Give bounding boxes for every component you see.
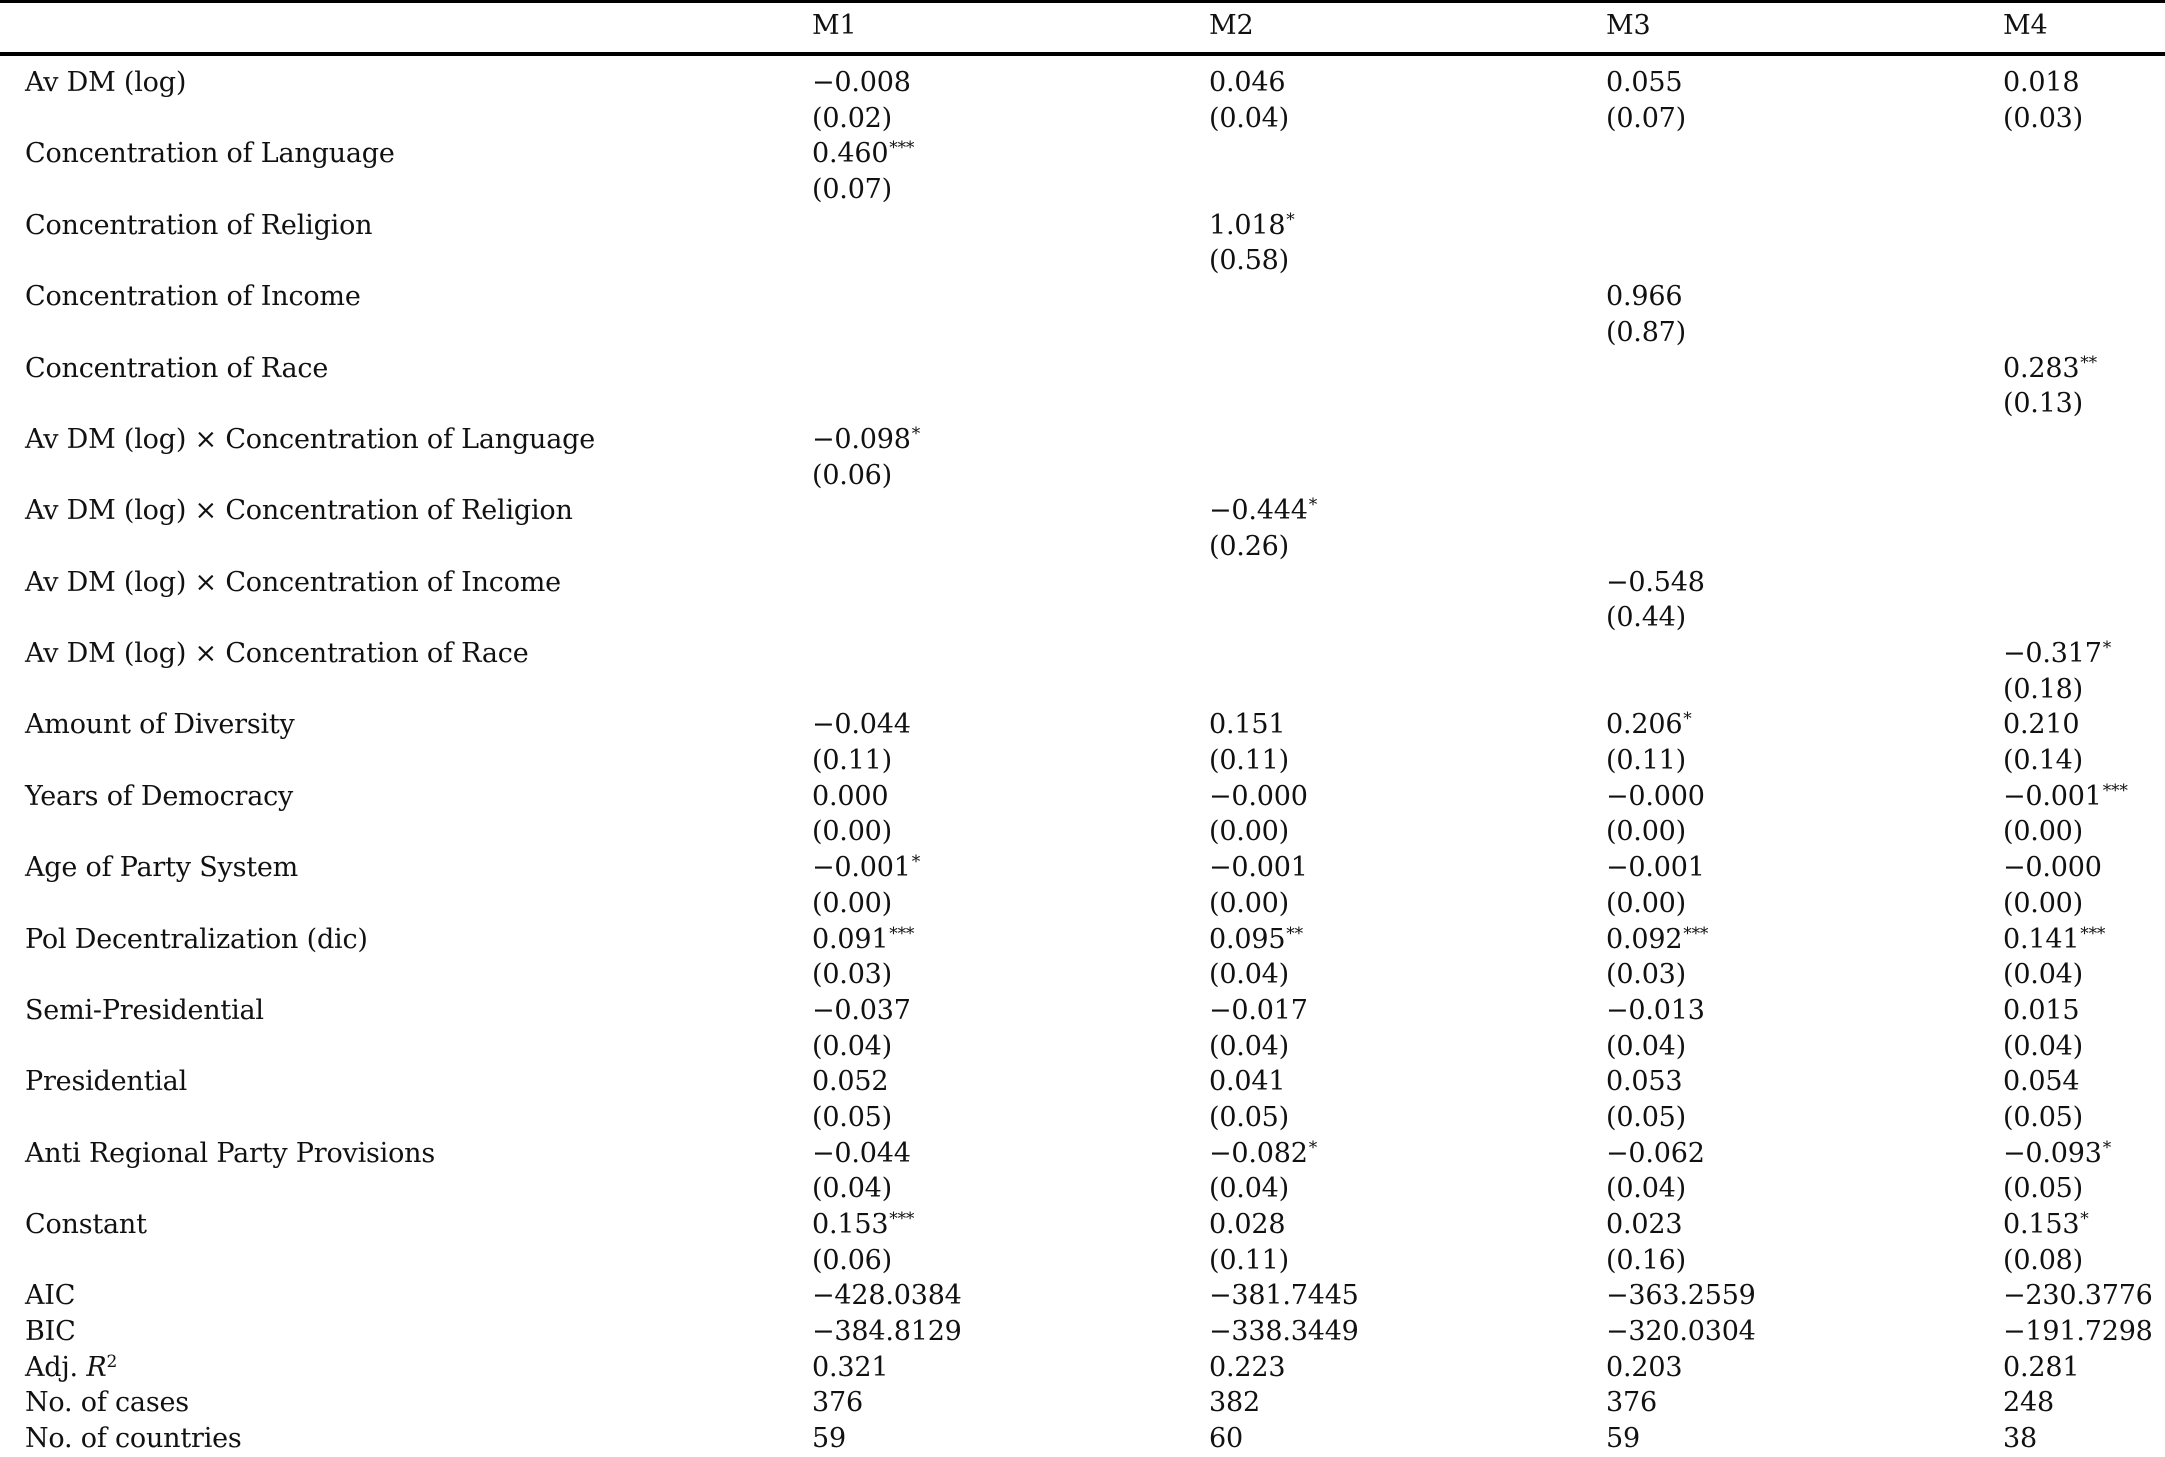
coef-m2 [1209, 65, 1286, 105]
coef-value: −0.001 [1606, 852, 1705, 884]
table-row-coefficient [0, 1064, 2165, 1100]
coef-value: −0.037 [812, 994, 911, 1026]
coef-m3 [1606, 208, 1607, 248]
table-row-standard-error [0, 886, 2165, 922]
row-label: Age of Party System [25, 852, 299, 884]
table-row-statistic [0, 1314, 2165, 1350]
coef-value: 0.460 [812, 138, 889, 170]
se-m2: (0.58) [1209, 245, 1289, 277]
se-m2: (0.04) [1209, 1030, 1289, 1062]
coef-value: 0.966 [1606, 281, 1683, 313]
stat-label: No. of cases [25, 1387, 189, 1419]
stat-m1: 376 [812, 1387, 863, 1419]
coef-m3 [1606, 136, 1607, 176]
coef-value: 0.153 [2003, 1209, 2080, 1240]
coef-m1 [812, 208, 813, 248]
table-row-coefficient [0, 208, 2165, 244]
coef-value: −0.548 [1606, 566, 1705, 598]
se-m3: (0.87) [1606, 316, 1686, 348]
stat-m3: 376 [1606, 1387, 1657, 1419]
coef-m2 [1209, 136, 1210, 176]
stat-m2: 0.223 [1209, 1351, 1286, 1383]
stat-m3: 0.203 [1606, 1351, 1683, 1383]
se-m3: (0.07) [1606, 102, 1686, 134]
coef-value: 0.141 [2003, 923, 2080, 955]
se-m4: (0.08) [2003, 1244, 2083, 1276]
coef-m1 [812, 65, 912, 105]
se-m4: (0.13) [2003, 388, 2083, 420]
coef-m3 [1606, 351, 1607, 391]
coef-value: 1.018 [1209, 209, 1286, 241]
significance-stars: * [2102, 1137, 2112, 1158]
coef-m1 [812, 1136, 912, 1176]
coef-value: −0.098 [812, 423, 911, 455]
coef-m2 [1209, 1207, 1286, 1247]
table-row-coefficient [0, 1136, 2165, 1172]
coef-value: 0.053 [1606, 1066, 1683, 1098]
se-m2: (0.04) [1209, 1173, 1289, 1205]
coef-value: 0.054 [2003, 1066, 2080, 1098]
coef-value: −0.082 [1209, 1137, 1308, 1169]
coef-value: −0.093 [2003, 1137, 2102, 1169]
table-row-coefficient [0, 136, 2165, 172]
coef-value: 0.041 [1209, 1066, 1286, 1098]
significance-stars: ** [1286, 923, 1303, 944]
se-m2: (0.00) [1209, 816, 1289, 848]
coef-m4 [2003, 65, 2080, 105]
table-row-standard-error [0, 1100, 2165, 1136]
table-row-statistic [0, 1278, 2165, 1314]
table-row-coefficient [0, 351, 2165, 387]
table-row-standard-error [0, 172, 2165, 208]
stat-m4: 38 [2003, 1423, 2037, 1455]
significance-stars: * [1308, 1137, 1318, 1158]
row-label: Anti Regional Party Provisions [25, 1137, 435, 1169]
stat-m1: −428.0384 [812, 1280, 962, 1312]
coef-value: 0.052 [812, 1066, 889, 1098]
se-m3: (0.03) [1606, 959, 1686, 991]
table-row-coefficient [0, 993, 2165, 1029]
coef-m4 [2003, 850, 2103, 890]
significance-stars: *** [889, 1209, 915, 1229]
coef-m4 [2003, 351, 2097, 391]
row-label: Av DM (log) × Concentration of Race [25, 638, 529, 669]
significance-stars: *** [889, 923, 915, 944]
coef-m1 [812, 1064, 889, 1104]
row-label: Av DM (log) × Concentration of Language [25, 423, 595, 455]
significance-stars: *** [1683, 923, 1709, 944]
row-label: Concentration of Race [25, 352, 329, 384]
header-m3: M3 [1606, 10, 1651, 41]
se-m1: (0.06) [812, 1244, 892, 1276]
table-row-standard-error [0, 458, 2165, 494]
coef-m3 [1606, 993, 1706, 1033]
coef-m3 [1606, 779, 1706, 819]
se-m1: (0.07) [812, 174, 892, 206]
coef-value: −0.001 [1209, 852, 1308, 884]
se-m1: (0.00) [812, 816, 892, 848]
stat-m2: 60 [1209, 1423, 1243, 1455]
stat-m3: 59 [1606, 1423, 1640, 1455]
table-row-coefficient [0, 493, 2165, 529]
coef-m1 [812, 1207, 914, 1247]
se-m2: (0.11) [1209, 1244, 1289, 1276]
se-m3: (0.04) [1606, 1030, 1686, 1062]
coef-m2 [1209, 208, 1295, 248]
coef-m3 [1606, 279, 1683, 319]
coef-m4 [2003, 493, 2004, 533]
se-m3: (0.04) [1606, 1173, 1686, 1205]
table-row-statistic [0, 1421, 2165, 1457]
se-m3: (0.05) [1606, 1101, 1686, 1133]
row-label: Constant [25, 1209, 147, 1240]
se-m1: (0.00) [812, 887, 892, 919]
coef-value: 0.206 [1606, 709, 1683, 741]
row-label: Av DM (log) × Concentration of Income [25, 566, 561, 598]
coef-m2 [1209, 1064, 1286, 1104]
row-label: Amount of Diversity [25, 709, 295, 741]
significance-stars: * [1286, 209, 1295, 230]
coef-m2 [1209, 351, 1210, 391]
coef-m4 [2003, 707, 2080, 747]
header-m2: M2 [1209, 10, 1254, 41]
stat-m3: −363.2559 [1606, 1280, 1756, 1312]
coef-m3 [1606, 65, 1683, 105]
coef-value: 0.023 [1606, 1209, 1683, 1240]
table-row-coefficient [0, 922, 2165, 958]
coef-value: −0.062 [1606, 1137, 1705, 1169]
significance-stars: *** [2102, 780, 2128, 801]
row-label: Concentration of Income [25, 281, 361, 313]
coef-value: −0.001 [812, 852, 911, 884]
row-label: Av DM (log) [25, 67, 187, 98]
coef-m2 [1209, 422, 1210, 462]
row-label: Concentration of Language [25, 138, 395, 170]
se-m3: (0.00) [1606, 887, 1686, 919]
coef-m2 [1209, 707, 1286, 747]
table-body [0, 65, 2165, 1457]
se-m3: (0.00) [1606, 816, 1686, 848]
table-row-standard-error [0, 672, 2165, 708]
se-m4: (0.05) [2003, 1101, 2083, 1133]
coef-value: 0.095 [1209, 923, 1286, 955]
se-m4: (0.04) [2003, 1030, 2083, 1062]
coef-m1 [812, 279, 813, 319]
coef-m1 [812, 993, 912, 1033]
coef-m2 [1209, 636, 1210, 676]
coef-m3 [1606, 565, 1706, 605]
significance-stars: *** [2080, 923, 2106, 944]
coef-m1 [812, 779, 889, 819]
se-m2: (0.04) [1209, 959, 1289, 991]
coef-m4 [2003, 208, 2004, 248]
coef-m1 [812, 351, 813, 391]
table-row-coefficient [0, 279, 2165, 315]
table-row-standard-error [0, 243, 2165, 279]
coef-value: −0.317 [2003, 638, 2102, 669]
table-row-standard-error [0, 1243, 2165, 1279]
coef-value: −0.013 [1606, 994, 1705, 1026]
coef-value: −0.444 [1209, 495, 1308, 527]
coef-m4 [2003, 993, 2080, 1033]
se-m1: (0.02) [812, 102, 892, 134]
row-label: Presidential [25, 1066, 188, 1098]
coef-m4 [2003, 565, 2004, 605]
significance-stars: ** [2080, 352, 2097, 373]
coef-m2 [1209, 493, 1317, 533]
coef-value: −0.000 [2003, 852, 2102, 884]
coef-m1 [812, 136, 914, 176]
significance-stars: * [1683, 709, 1692, 730]
coef-m3 [1606, 1207, 1683, 1247]
stat-m1: −384.8129 [812, 1316, 962, 1348]
coef-m4 [2003, 279, 2004, 319]
table-row-statistic [0, 1350, 2165, 1386]
se-m2: (0.26) [1209, 530, 1289, 562]
stat-label: No. of countries [25, 1423, 242, 1455]
se-m1: (0.11) [812, 745, 892, 777]
stat-m4: 248 [2003, 1387, 2054, 1419]
r-symbol: R [86, 1351, 107, 1383]
stat-m1: 0.321 [812, 1351, 889, 1383]
coef-m4 [2003, 922, 2105, 962]
coef-m4 [2003, 422, 2004, 462]
row-label: Concentration of Religion [25, 209, 373, 241]
coef-value: 0.055 [1606, 67, 1683, 98]
coef-m4 [2003, 1064, 2080, 1104]
coef-m3 [1606, 422, 1607, 462]
stat-m4: 0.281 [2003, 1351, 2080, 1383]
table-row-coefficient [0, 779, 2165, 815]
se-m1: (0.04) [812, 1173, 892, 1205]
se-m3: (0.11) [1606, 745, 1686, 777]
table-row-standard-error [0, 529, 2165, 565]
coef-value: −0.017 [1209, 994, 1308, 1026]
coef-value: 0.000 [812, 780, 889, 812]
coef-m3 [1606, 493, 1607, 533]
coef-value: 0.151 [1209, 709, 1286, 741]
se-m4: (0.04) [2003, 959, 2083, 991]
header-m1: M1 [812, 10, 857, 41]
coef-value: 0.153 [812, 1209, 889, 1240]
stat-label: BIC [25, 1316, 76, 1348]
table-row-standard-error [0, 1029, 2165, 1065]
stat-m4: −230.3776 [2003, 1280, 2153, 1312]
se-m2: (0.04) [1209, 102, 1289, 134]
coef-m1 [812, 636, 813, 676]
se-m2: (0.05) [1209, 1101, 1289, 1133]
coef-value: 0.015 [2003, 994, 2080, 1026]
row-label: Years of Democracy [25, 780, 294, 812]
stat-m2: 382 [1209, 1387, 1260, 1419]
coef-value: 0.210 [2003, 709, 2080, 741]
table-row-standard-error [0, 814, 2165, 850]
se-m4: (0.18) [2003, 673, 2083, 705]
table-row-standard-error [0, 743, 2165, 779]
se-m3: (0.44) [1606, 602, 1686, 634]
coef-m2 [1209, 850, 1309, 890]
se-m2: (0.00) [1209, 887, 1289, 919]
table-row-standard-error [0, 101, 2165, 137]
se-m4: (0.03) [2003, 102, 2083, 134]
table-header-row [0, 8, 2165, 44]
table-row-coefficient [0, 850, 2165, 886]
stat-label: AIC [25, 1280, 76, 1312]
coef-m3 [1606, 1064, 1683, 1104]
coef-m1 [812, 493, 813, 533]
coef-value: 0.092 [1606, 923, 1683, 955]
table-row-statistic [0, 1385, 2165, 1421]
stat-label [25, 1350, 117, 1390]
significance-stars: * [2080, 1209, 2089, 1229]
stat-m3: −320.0304 [1606, 1316, 1756, 1348]
header-rule [0, 52, 2165, 56]
row-label: Pol Decentralization (dic) [25, 923, 368, 955]
stat-label-text: Adj. [25, 1351, 87, 1383]
table-row-standard-error [0, 600, 2165, 636]
se-m1: (0.04) [812, 1030, 892, 1062]
coef-m1 [812, 422, 920, 462]
table-row-coefficient [0, 707, 2165, 743]
coef-m4 [2003, 136, 2004, 176]
row-label: Semi-Presidential [25, 994, 264, 1026]
table-row-coefficient [0, 65, 2165, 101]
coef-m2 [1209, 993, 1309, 1033]
se-m4: (0.14) [2003, 745, 2083, 777]
coef-m4 [2003, 1136, 2111, 1176]
coef-m3 [1606, 922, 1708, 962]
se-m4: (0.00) [2003, 816, 2083, 848]
significance-stars: *** [889, 138, 915, 159]
se-m4: (0.05) [2003, 1173, 2083, 1205]
table-row-standard-error [0, 957, 2165, 993]
coef-value: 0.283 [2003, 352, 2080, 384]
table-row-standard-error [0, 1171, 2165, 1207]
table-row-coefficient [0, 565, 2165, 601]
coef-m2 [1209, 922, 1303, 962]
se-m2: (0.11) [1209, 745, 1289, 777]
se-m3: (0.16) [1606, 1244, 1686, 1276]
coef-value: −0.008 [812, 67, 911, 98]
table-row-coefficient [0, 636, 2165, 672]
coef-m3 [1606, 1136, 1706, 1176]
significance-stars: * [2102, 638, 2112, 658]
coef-m2 [1209, 565, 1210, 605]
coef-m1 [812, 850, 920, 890]
se-m4: (0.00) [2003, 887, 2083, 919]
stat-m1: 59 [812, 1423, 846, 1455]
coef-m4 [2003, 1207, 2089, 1247]
coef-m4 [2003, 779, 2128, 819]
top-rule [0, 0, 2165, 3]
coef-m1 [812, 707, 912, 747]
stat-m2: −338.3449 [1209, 1316, 1359, 1348]
coef-value: 0.018 [2003, 67, 2080, 98]
coef-m3 [1606, 850, 1706, 890]
coef-value: 0.091 [812, 923, 889, 955]
table-row-standard-error [0, 315, 2165, 351]
coef-m3 [1606, 707, 1692, 747]
coef-m1 [812, 565, 813, 605]
r-squared-exponent: 2 [106, 1351, 118, 1372]
stat-m4: −191.7298 [2003, 1316, 2153, 1348]
coef-m3 [1606, 636, 1607, 676]
significance-stars: * [911, 852, 921, 873]
header-m4: M4 [2003, 10, 2048, 41]
stat-m2: −381.7445 [1209, 1280, 1359, 1312]
coef-value: −0.044 [812, 1137, 911, 1169]
coef-value: −0.000 [1606, 780, 1705, 812]
significance-stars: * [1308, 495, 1318, 516]
coef-m2 [1209, 279, 1210, 319]
coef-value: −0.000 [1209, 780, 1308, 812]
coef-value: −0.044 [812, 709, 911, 741]
coef-value: 0.028 [1209, 1209, 1286, 1240]
table-row-coefficient [0, 1207, 2165, 1243]
significance-stars: * [911, 423, 921, 444]
coef-m2 [1209, 1136, 1317, 1176]
coef-value: 0.046 [1209, 67, 1286, 98]
coef-value: −0.001 [2003, 780, 2102, 812]
row-label: Av DM (log) × Concentration of Religion [25, 495, 573, 527]
se-m1: (0.05) [812, 1101, 892, 1133]
se-m1: (0.06) [812, 459, 892, 491]
table-row-coefficient [0, 422, 2165, 458]
se-m1: (0.03) [812, 959, 892, 991]
coef-m4 [2003, 636, 2111, 676]
table-row-standard-error [0, 386, 2165, 422]
coef-m1 [812, 922, 914, 962]
coef-m2 [1209, 779, 1309, 819]
